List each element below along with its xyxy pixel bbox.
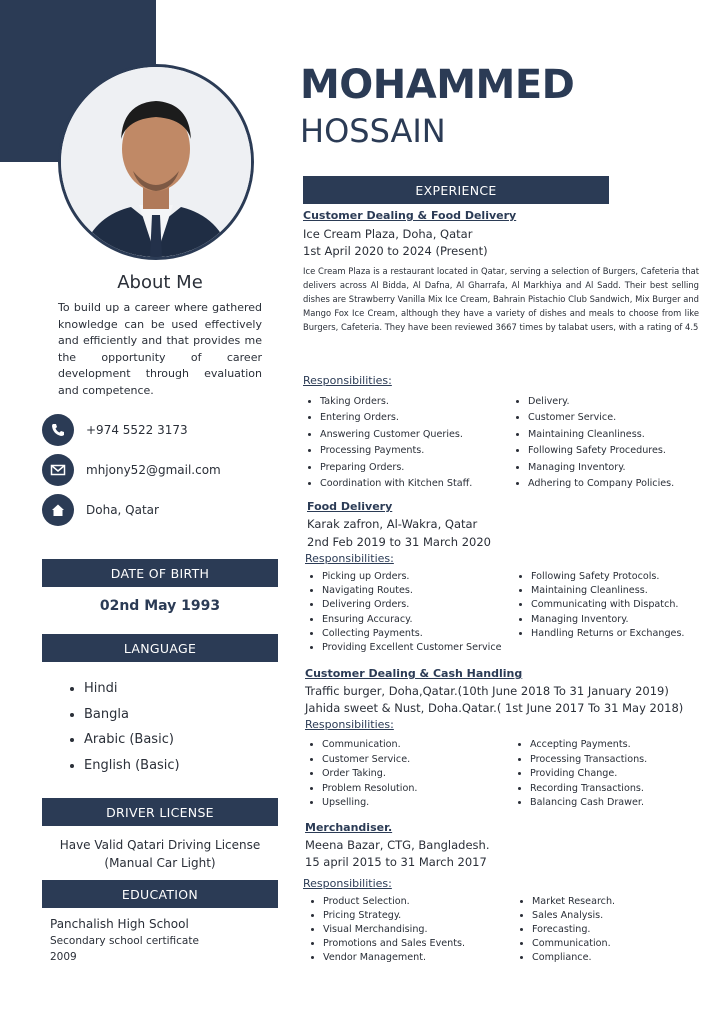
list-item: • Managing Inventory. [531,613,685,627]
job-date: Jahida sweet & Nust, Doha.Qatar.( 1st June 2017 To 31 May 2018) [305,701,684,715]
list-item: • Vendor Management. [323,951,465,965]
education-school: Panchalish High School [50,917,189,931]
job-list-right [518,895,615,965]
list-item: • Maintaining Cleanliness. [531,584,685,598]
list-item: • Problem Resolution. [322,782,417,797]
language-item: • Bangla [84,702,180,728]
job-list-right [514,394,674,492]
job-date: 2nd Feb 2019 to 31 March 2020 [307,535,491,549]
job-place: Traffic burger, Doha,Qatar.(10th June 2018 To 31 January 2019) [305,684,669,698]
location-text: Doha, Qatar [86,503,159,517]
job-place: Meena Bazar, CTG, Bangladesh. [305,838,490,852]
avatar-icon [61,67,251,257]
list-item: • Communication. [532,937,615,951]
driver-text [42,836,278,872]
list-item: • Recording Transactions. [530,782,647,797]
responsibilities-label: Responsibilities: [305,552,394,565]
language-item: • Arabic (Basic) [84,727,180,753]
education-block [50,916,280,965]
list-item: • Answering Customer Queries. [320,427,472,443]
job-date: 1st April 2020 to 2024 (Present) [303,244,488,258]
education-certificate: Secondary school certificate [50,935,199,947]
list-item: • Ensuring Accuracy. [322,613,502,627]
phone-icon [42,414,74,446]
list-item: • Delivery. [528,394,674,410]
job-list-right [516,738,647,811]
job-list-left [309,895,465,965]
list-item: • Processing Transactions. [530,753,647,768]
list-item: • Upselling. [322,796,417,811]
about-title: About Me [117,272,203,293]
first-name: MOHAMMED [300,62,575,108]
list-item: • Communicating with Dispatch. [531,598,685,612]
driver-line-2: (Manual Car Light) [104,856,216,870]
list-item: • Adhering to Company Policies. [528,476,674,492]
job-list-left [308,570,502,655]
driver-header: DRIVER LICENSE [42,798,278,826]
list-item: • Taking Orders. [320,394,472,410]
list-item: • Promotions and Sales Events. [323,937,465,951]
list-item: • Providing Excellent Customer Service [322,641,502,655]
list-item: • Product Selection. [323,895,465,909]
experience-header: EXPERIENCE [303,176,609,204]
dob-header: DATE OF BIRTH [42,559,278,587]
list-item: • Order Taking. [322,767,417,782]
responsibilities-label: Responsibilities: [303,877,392,890]
list-item: • Collecting Payments. [322,627,502,641]
envelope-icon [42,454,74,486]
job-list-right [517,570,685,641]
job-list-left [306,394,472,492]
job-place: Karak zafron, Al-Wakra, Qatar [307,517,478,531]
list-item: • Pricing Strategy. [323,909,465,923]
list-item: • Balancing Cash Drawer. [530,796,647,811]
responsibilities-label: Responsibilities: [303,374,392,387]
education-year: 2009 [50,951,77,963]
list-item: • Picking up Orders. [322,570,502,584]
list-item: • Preparing Orders. [320,460,472,476]
job-date: 15 april 2015 to 31 March 2017 [305,855,487,869]
about-text: To build up a career where gathered knowledge can be used effectively and efficiently and that provides me the opportunity of career development through evaluation and competence. [58,301,262,397]
language-item: • English (Basic) [84,753,180,779]
list-item: • Providing Change. [530,767,647,782]
home-icon [42,494,74,526]
job-description: Ice Cream Plaza is a restaurant located in Qatar, serving a selection of Burgers, Cafeteria that delivers across Al Bidda, Al Dafna, Al Gharrafa, Al Markhiya and Al Sadd. Their best selling dishes are Strawberry Vanilla Mix Ice Cream, Bahrain Pistachio Club Sandwich, Mix Burger and Mango Fox Ice Cream, although they have a variety of dishes and meals to choose from like Burgers, Cafeteria. They have been reviewed 3667 times by talabat users, with a rating of 4.5 [303,266,699,332]
list-item: • Accepting Payments. [530,738,647,753]
list-item: • Communication. [322,738,417,753]
education-header: EDUCATION [42,880,278,908]
list-item: • Following Safety Procedures. [528,443,674,459]
list-item: • Forecasting. [532,923,615,937]
list-item: • Navigating Routes. [322,584,502,598]
job-title: Customer Dealing & Food Delivery [303,209,517,222]
list-item: • Processing Payments. [320,443,472,459]
list-item: • Delivering Orders. [322,598,502,612]
job-title: Customer Dealing & Cash Handling [305,667,523,680]
last-name: HOSSAIN [300,112,446,150]
list-item: • Market Research. [532,895,615,909]
list-item: • Customer Service. [322,753,417,768]
language-header: LANGUAGE [42,634,278,662]
contact-email [42,454,221,486]
job-title: Merchandiser. [305,821,393,834]
language-item: • Hindi [84,676,180,702]
list-item: • Customer Service. [528,410,674,426]
list-item: • Coordination with Kitchen Staff. [320,476,472,492]
profile-photo [58,64,254,260]
list-item: • Sales Analysis. [532,909,615,923]
driver-line-1: Have Valid Qatari Driving License [59,838,261,852]
list-item: • Following Safety Protocols. [531,570,685,584]
contact-phone [42,414,188,446]
list-item: • Compliance. [532,951,615,965]
language-list [66,676,180,778]
list-item: • Handling Returns or Exchanges. [531,627,685,641]
dob-value: 02nd May 1993 [99,598,221,614]
job-list-left [308,738,417,811]
responsibilities-label: Responsibilities: [305,718,394,731]
list-item: • Maintaining Cleanliness. [528,427,674,443]
email-text: mhjony52@gmail.com [86,463,221,477]
job-title: Food Delivery [307,500,393,513]
list-item: • Visual Merchandising. [323,923,465,937]
list-item: • Managing Inventory. [528,460,674,476]
job-place: Ice Cream Plaza, Doha, Qatar [303,227,473,241]
list-item: • Entering Orders. [320,410,472,426]
contact-location [42,494,159,526]
phone-text: +974 5522 3173 [86,423,188,437]
